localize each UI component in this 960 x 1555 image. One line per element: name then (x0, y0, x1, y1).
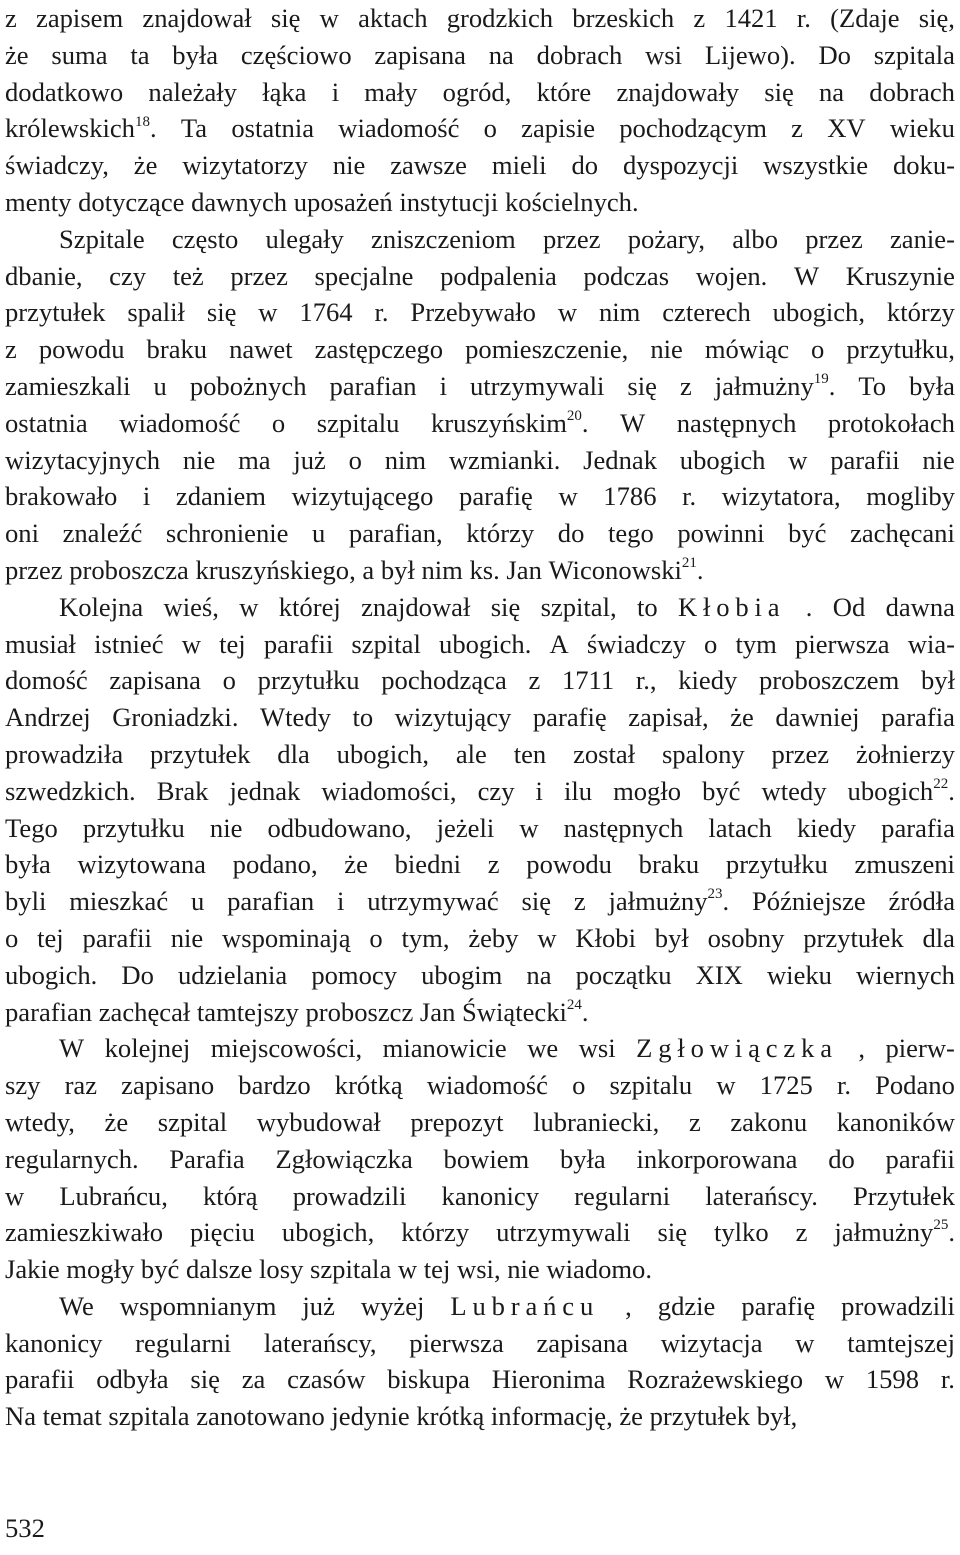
text-line: ubogich. Do udzielania pomocy ubogim na początku XIX wieku wiernych (5, 959, 955, 990)
text-line: przytułek spalił się w 1764 r. Przebywało w nim czterech ubogich, którzy (5, 297, 955, 328)
footnote-ref: 23 (707, 886, 723, 903)
text-line: Na temat szpitala zanotowano jedynie krótką informację, że przytułek był, (5, 1401, 798, 1432)
text-line: kanonicy regularni laterańscy, pierwsza zapisana wizytacja w tamtejszej (5, 1327, 955, 1358)
text-line: W kolejnej miejscowości, mianowicie we wsi Zgłowiączka , pierw- (59, 1033, 955, 1064)
text-line: Jakie mogły być dalsze losy szpitala w tej wsi, nie wiadomo. (5, 1254, 652, 1285)
paragraph (5, 1288, 955, 1435)
text-line: wizytacyjnych nie ma już o nim wzmianki. Jednak ubogich w parafii nie (5, 444, 955, 475)
text-line: że suma ta była częściowo zapisana na dobrach wsi Lijewo). Do szpitala (5, 39, 955, 70)
text-line: prowadziła przytułek dla ubogich, ale ten został spalony przez żołnierzy (5, 738, 955, 769)
text-line: dbanie, czy też przez specjalne podpalenia podczas wojen. W Kruszynie (5, 260, 955, 291)
text-line: przez proboszcza kruszyńskiego, a był nim ks. Jan Wiconowski$^{21}$. (5, 554, 704, 585)
text-line: oni znaleźć schronienie u parafian, którzy do tego powinni być zachęcani (5, 518, 955, 549)
text-line: z powodu braku nawet zastępczego pomieszczenie, nie mówiąc o przytułku, (5, 334, 955, 365)
text-line: szwedzkich. Brak jednak wiadomości, czy i ilu mogło być wtedy ubogich$^{22}$. (5, 775, 955, 806)
page-number: 532 (5, 1513, 45, 1543)
text-line: Szpitale często ulegały zniszczeniom przez pożary, albo przez zanie- (59, 223, 955, 254)
footnote-ref: 19 (813, 371, 829, 388)
footnote-ref: 21 (681, 555, 697, 572)
text-line: o tej parafii nie wspominają o tym, żeby w Kłobi był osobny przytułek dla (5, 922, 955, 953)
text-line: musiał istnieć w tej parafii szpital ubogich. A świadczy o tym pierwsza wia- (5, 628, 955, 659)
text-line: dodatkowo należały łąka i mały ogród, które znajdowały się na dobrach (5, 76, 955, 107)
text-line: z zapisem znajdował się w aktach grodzkich brzeskich z 1421 r. (Zdaje się, (5, 3, 955, 33)
text-line: świadczy, że wizytatorzy nie zawsze mieli do dyspozycji wszystkie doku- (5, 150, 955, 181)
text-line: brakowało i zdaniem wizytującego parafię w 1786 r. wizytatora, mogliby (5, 481, 955, 512)
text-line: byli mieszkać u parafian i utrzymywać się z jałmużny$^{23}$. Późniejsze źródła (5, 886, 955, 917)
page-body (5, 0, 955, 1435)
text-line: królewskich$^{18}$. Ta ostatnia wiadomość o zapisie pochodzącym z XV wieku (5, 113, 955, 144)
text-line: menty dotyczące dawnych uposażeń instytucji kościelnych. (5, 186, 639, 217)
paragraph (5, 1030, 955, 1288)
text-line: regularnych. Parafia Zgłowiączka bowiem była inkorporowana do parafii (5, 1143, 955, 1174)
paragraph (5, 589, 955, 1031)
text-line: We wspomnianym już wyżej Lubrańcu , gdzie parafię prowadzili (59, 1290, 955, 1321)
text-line: wtedy, że szpital wybudował prepozyt lubraniecki, z zakonu kanoników (5, 1106, 955, 1137)
text-line: parafii odbyła się za czasów biskupa Hieronima Rozrażewskiego w 1598 r. (5, 1364, 955, 1395)
footnote-ref: 18 (134, 113, 150, 130)
text-line: zamieszkiwało pięciu ubogich, którzy utrzymywali się tylko z jałmużny$^{25}$. (5, 1217, 955, 1248)
text-line: zamieszkali u pobożnych parafian i utrzymywali się z jałmużny$^{19}$. To była (5, 370, 955, 401)
text-line: w Lubrańcu, którą prowadzili kanonicy regularni laterańscy. Przytułek (5, 1180, 955, 1211)
paragraph (5, 0, 955, 221)
footnote-ref: 25 (933, 1217, 949, 1234)
text-line: Kolejna wieś, w której znajdował się szpital, to Kłobia . Od dawna (59, 591, 955, 622)
text-line: parafian zachęcał tamtejszy proboszcz Jan Świątecki$^{24}$. (5, 996, 589, 1027)
text-line: była wizytowana podano, że biedni z powodu braku przytułku zmuszeni (5, 849, 955, 880)
text-line: ostatnia wiadomość o szpitalu kruszyńskim$^{20}$. W następnych protokołach (5, 407, 955, 438)
footnote-ref: 24 (566, 996, 582, 1013)
text-line: domość zapisana o przytułku pochodząca z 1711 r., kiedy proboszczem był (5, 665, 955, 696)
footnote-ref: 22 (933, 775, 949, 792)
text-line: Tego przytułku nie odbudowano, jeżeli w następnych latach kiedy parafia (5, 812, 955, 843)
paragraph (5, 221, 955, 589)
text-line: szy raz zapisano bardzo krótką wiadomość o szpitalu w 1725 r. Podano (5, 1070, 955, 1101)
text-line: Andrzej Groniadzki. Wtedy to wizytujący parafię zapisał, że dawniej parafia (5, 702, 955, 733)
footnote-ref: 20 (566, 407, 582, 424)
